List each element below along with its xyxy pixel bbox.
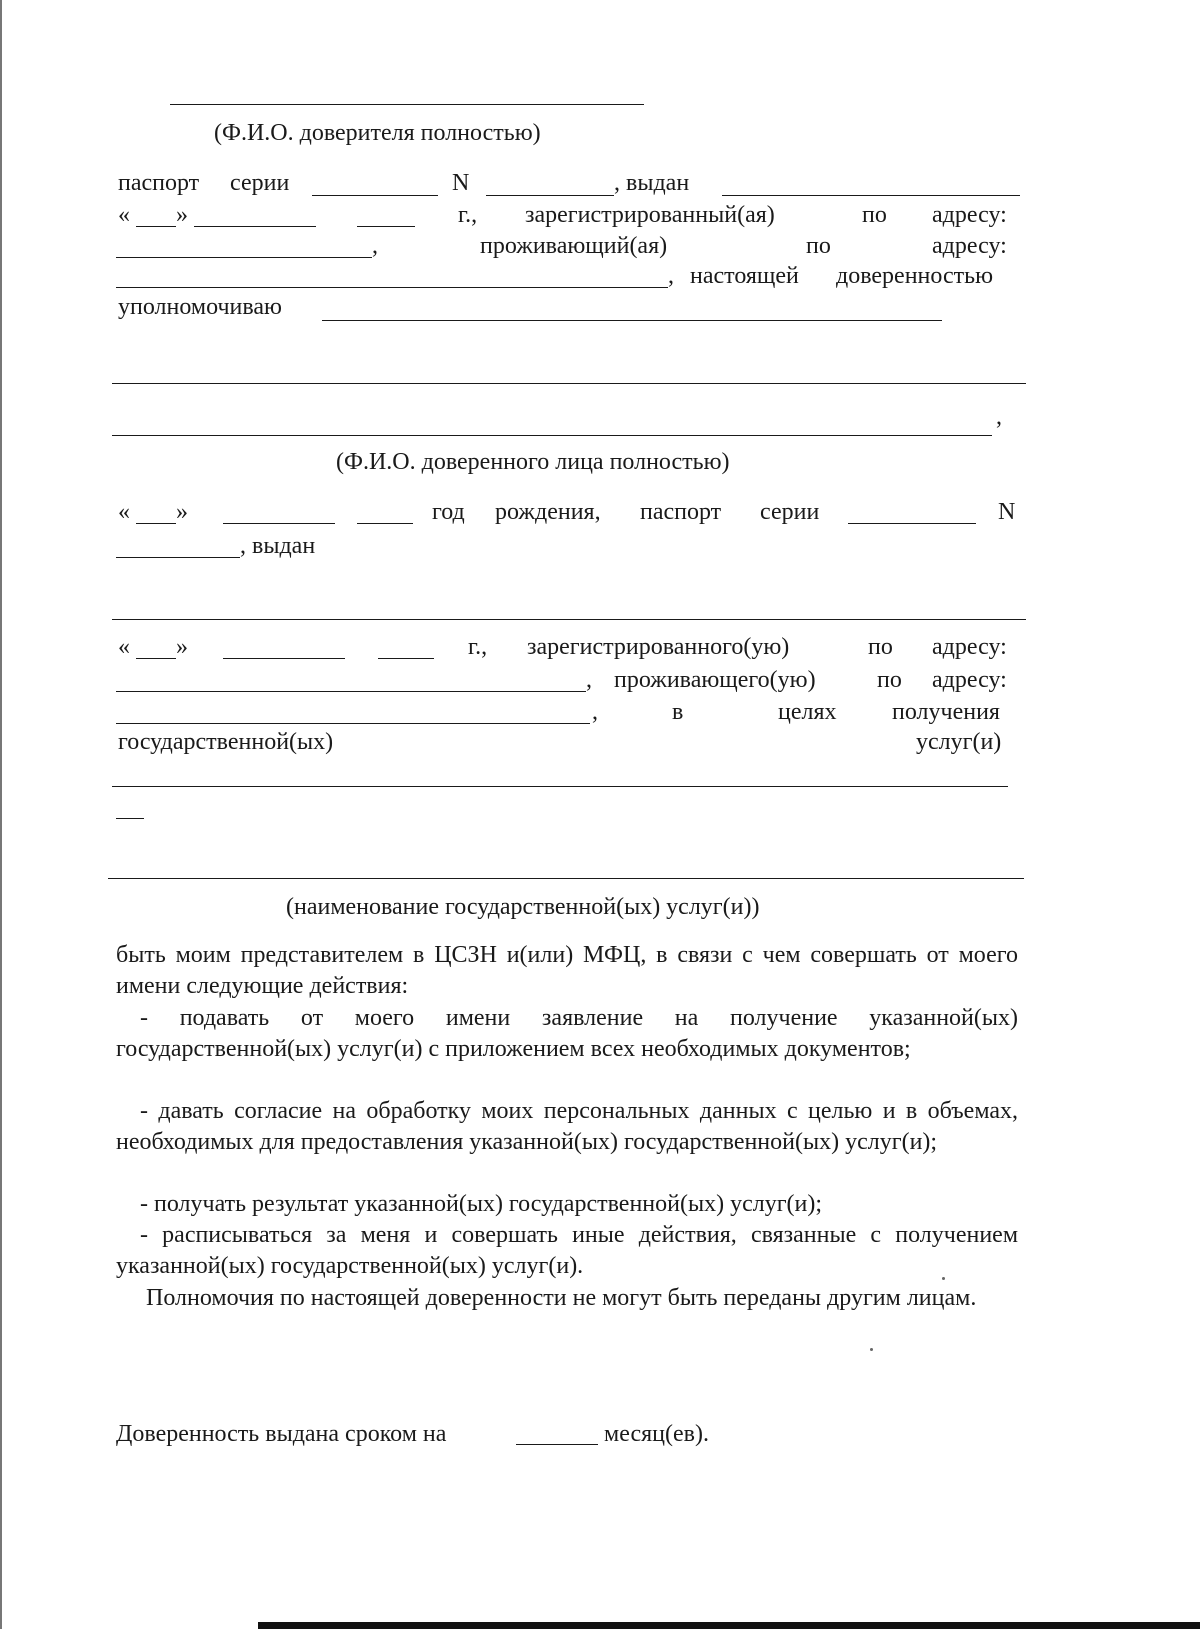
series-word: серии: [760, 499, 820, 525]
term-months-field[interactable]: [516, 1444, 598, 1445]
agent-passport-number-field[interactable]: [116, 557, 240, 558]
power-of-attorney-word: доверенностью: [836, 263, 994, 289]
services-word: услуг(и): [916, 729, 1002, 755]
year-abbr: г.,: [458, 202, 478, 228]
issued-word: , выдан: [240, 533, 316, 559]
service-name-field-3[interactable]: [108, 878, 1024, 879]
close-quote: »: [176, 634, 188, 660]
comma: ,: [996, 404, 1002, 430]
birth-month-field[interactable]: [223, 523, 335, 524]
series-word: серии: [230, 170, 290, 196]
number-sign: N: [452, 170, 470, 196]
scan-speck: [870, 1348, 873, 1351]
close-quote: »: [176, 499, 188, 525]
open-quote: «: [118, 202, 130, 228]
address-word: адресу:: [932, 634, 1007, 660]
action-item-2: - давать согласие на обработку моих персональных данных с целью и в объемах, необходимых для предоставления указанной(ых) государственной(ых) услуг(и);: [116, 1098, 1018, 1155]
issue-year-field[interactable]: [357, 226, 415, 227]
issue-day-field[interactable]: [136, 226, 176, 227]
scan-edge: [0, 0, 2, 1629]
address-word: адресу:: [932, 233, 1007, 259]
passport-word: паспорт: [118, 170, 200, 196]
by-word: по: [806, 233, 831, 259]
year-word: год: [432, 499, 465, 525]
service-caption: (наименование государственной(ых) услуг(и)): [286, 894, 760, 920]
agent-residence-address-field[interactable]: [116, 723, 590, 724]
action-item-3: - получать результат указанной(ых) государственной(ых) услуг(и);: [140, 1191, 823, 1217]
agent-name-field-3[interactable]: [112, 435, 992, 436]
registration-address-field[interactable]: [116, 257, 372, 258]
term-text-before: Доверенность выдана сроком на: [116, 1421, 447, 1447]
address-word: адресу:: [932, 667, 1007, 693]
residence-address-field[interactable]: [116, 287, 668, 288]
agent-issue-year-field[interactable]: [378, 658, 434, 659]
term-text-after: месяц(ев).: [604, 1421, 709, 1447]
service-name-field-2[interactable]: [116, 818, 144, 819]
authorize-word: уполномочиваю: [118, 294, 282, 320]
scan-speck: [942, 1277, 945, 1280]
passport-issuer-field[interactable]: [722, 195, 1020, 196]
by-word: по: [868, 634, 893, 660]
agent-issue-day-field[interactable]: [136, 658, 176, 659]
comma: ,: [592, 699, 598, 725]
passport-word: паспорт: [640, 499, 722, 525]
agent-caption: (Ф.И.О. доверенного лица полностью): [336, 449, 730, 475]
state-word: государственной(ых): [118, 729, 334, 755]
principal-name-line[interactable]: [170, 104, 644, 105]
principal-caption: (Ф.И.О. доверителя полностью): [214, 120, 541, 146]
birth-day-field[interactable]: [136, 523, 176, 524]
by-word: по: [877, 667, 902, 693]
agent-name-field-1[interactable]: [322, 320, 942, 321]
residing-word: проживающий(ая): [480, 233, 668, 259]
agent-passport-issuer-field[interactable]: [112, 619, 1026, 620]
registered-word: зарегистрированный(ая): [525, 202, 775, 228]
agent-name-field-2[interactable]: [112, 383, 1026, 384]
agent-registration-address-field[interactable]: [116, 691, 586, 692]
address-word: адресу:: [932, 202, 1007, 228]
issued-word: , выдан: [614, 170, 690, 196]
comma: ,: [668, 263, 674, 289]
action-item-1: - подавать от моего имени заявление на получение указанной(ых) государственной(ых) услуг(и) с приложением всех необходимых документов;: [116, 1005, 1018, 1062]
comma: ,: [372, 233, 378, 259]
obtaining-word: получения: [892, 699, 1000, 725]
purpose-word: целях: [778, 699, 837, 725]
present-word: настоящей: [690, 263, 799, 289]
in-word: в: [672, 699, 684, 725]
open-quote: «: [118, 499, 130, 525]
powers-paragraph: Полномочия по настоящей доверенности не могут быть переданы другим лицам.: [146, 1285, 977, 1311]
scan-bottom-edge: [258, 1622, 1200, 1629]
passport-series-field[interactable]: [312, 195, 438, 196]
year-abbr: г.,: [468, 634, 488, 660]
intro-paragraph: быть моим представителем в ЦСЗН и(или) МФЦ, в связи с чем совершать от моего имени следующие действия:: [116, 942, 1018, 999]
service-name-field-1[interactable]: [112, 786, 1008, 787]
by-word: по: [862, 202, 887, 228]
number-sign: N: [998, 499, 1016, 525]
birth-word: рождения,: [495, 499, 601, 525]
comma: ,: [586, 667, 592, 693]
issue-month-field[interactable]: [194, 226, 316, 227]
agent-passport-series-field[interactable]: [848, 523, 976, 524]
agent-issue-month-field[interactable]: [223, 658, 345, 659]
residing-word: проживающего(ую): [614, 667, 816, 693]
close-quote: »: [176, 202, 188, 228]
passport-number-field[interactable]: [486, 195, 614, 196]
birth-year-field[interactable]: [357, 523, 413, 524]
action-item-4: - расписываться за меня и совершать иные действия, связанные с получением указанной(ых) государственной(ых) услуг(и).: [116, 1222, 1018, 1279]
open-quote: «: [118, 634, 130, 660]
registered-word: зарегистрированного(ую): [527, 634, 790, 660]
